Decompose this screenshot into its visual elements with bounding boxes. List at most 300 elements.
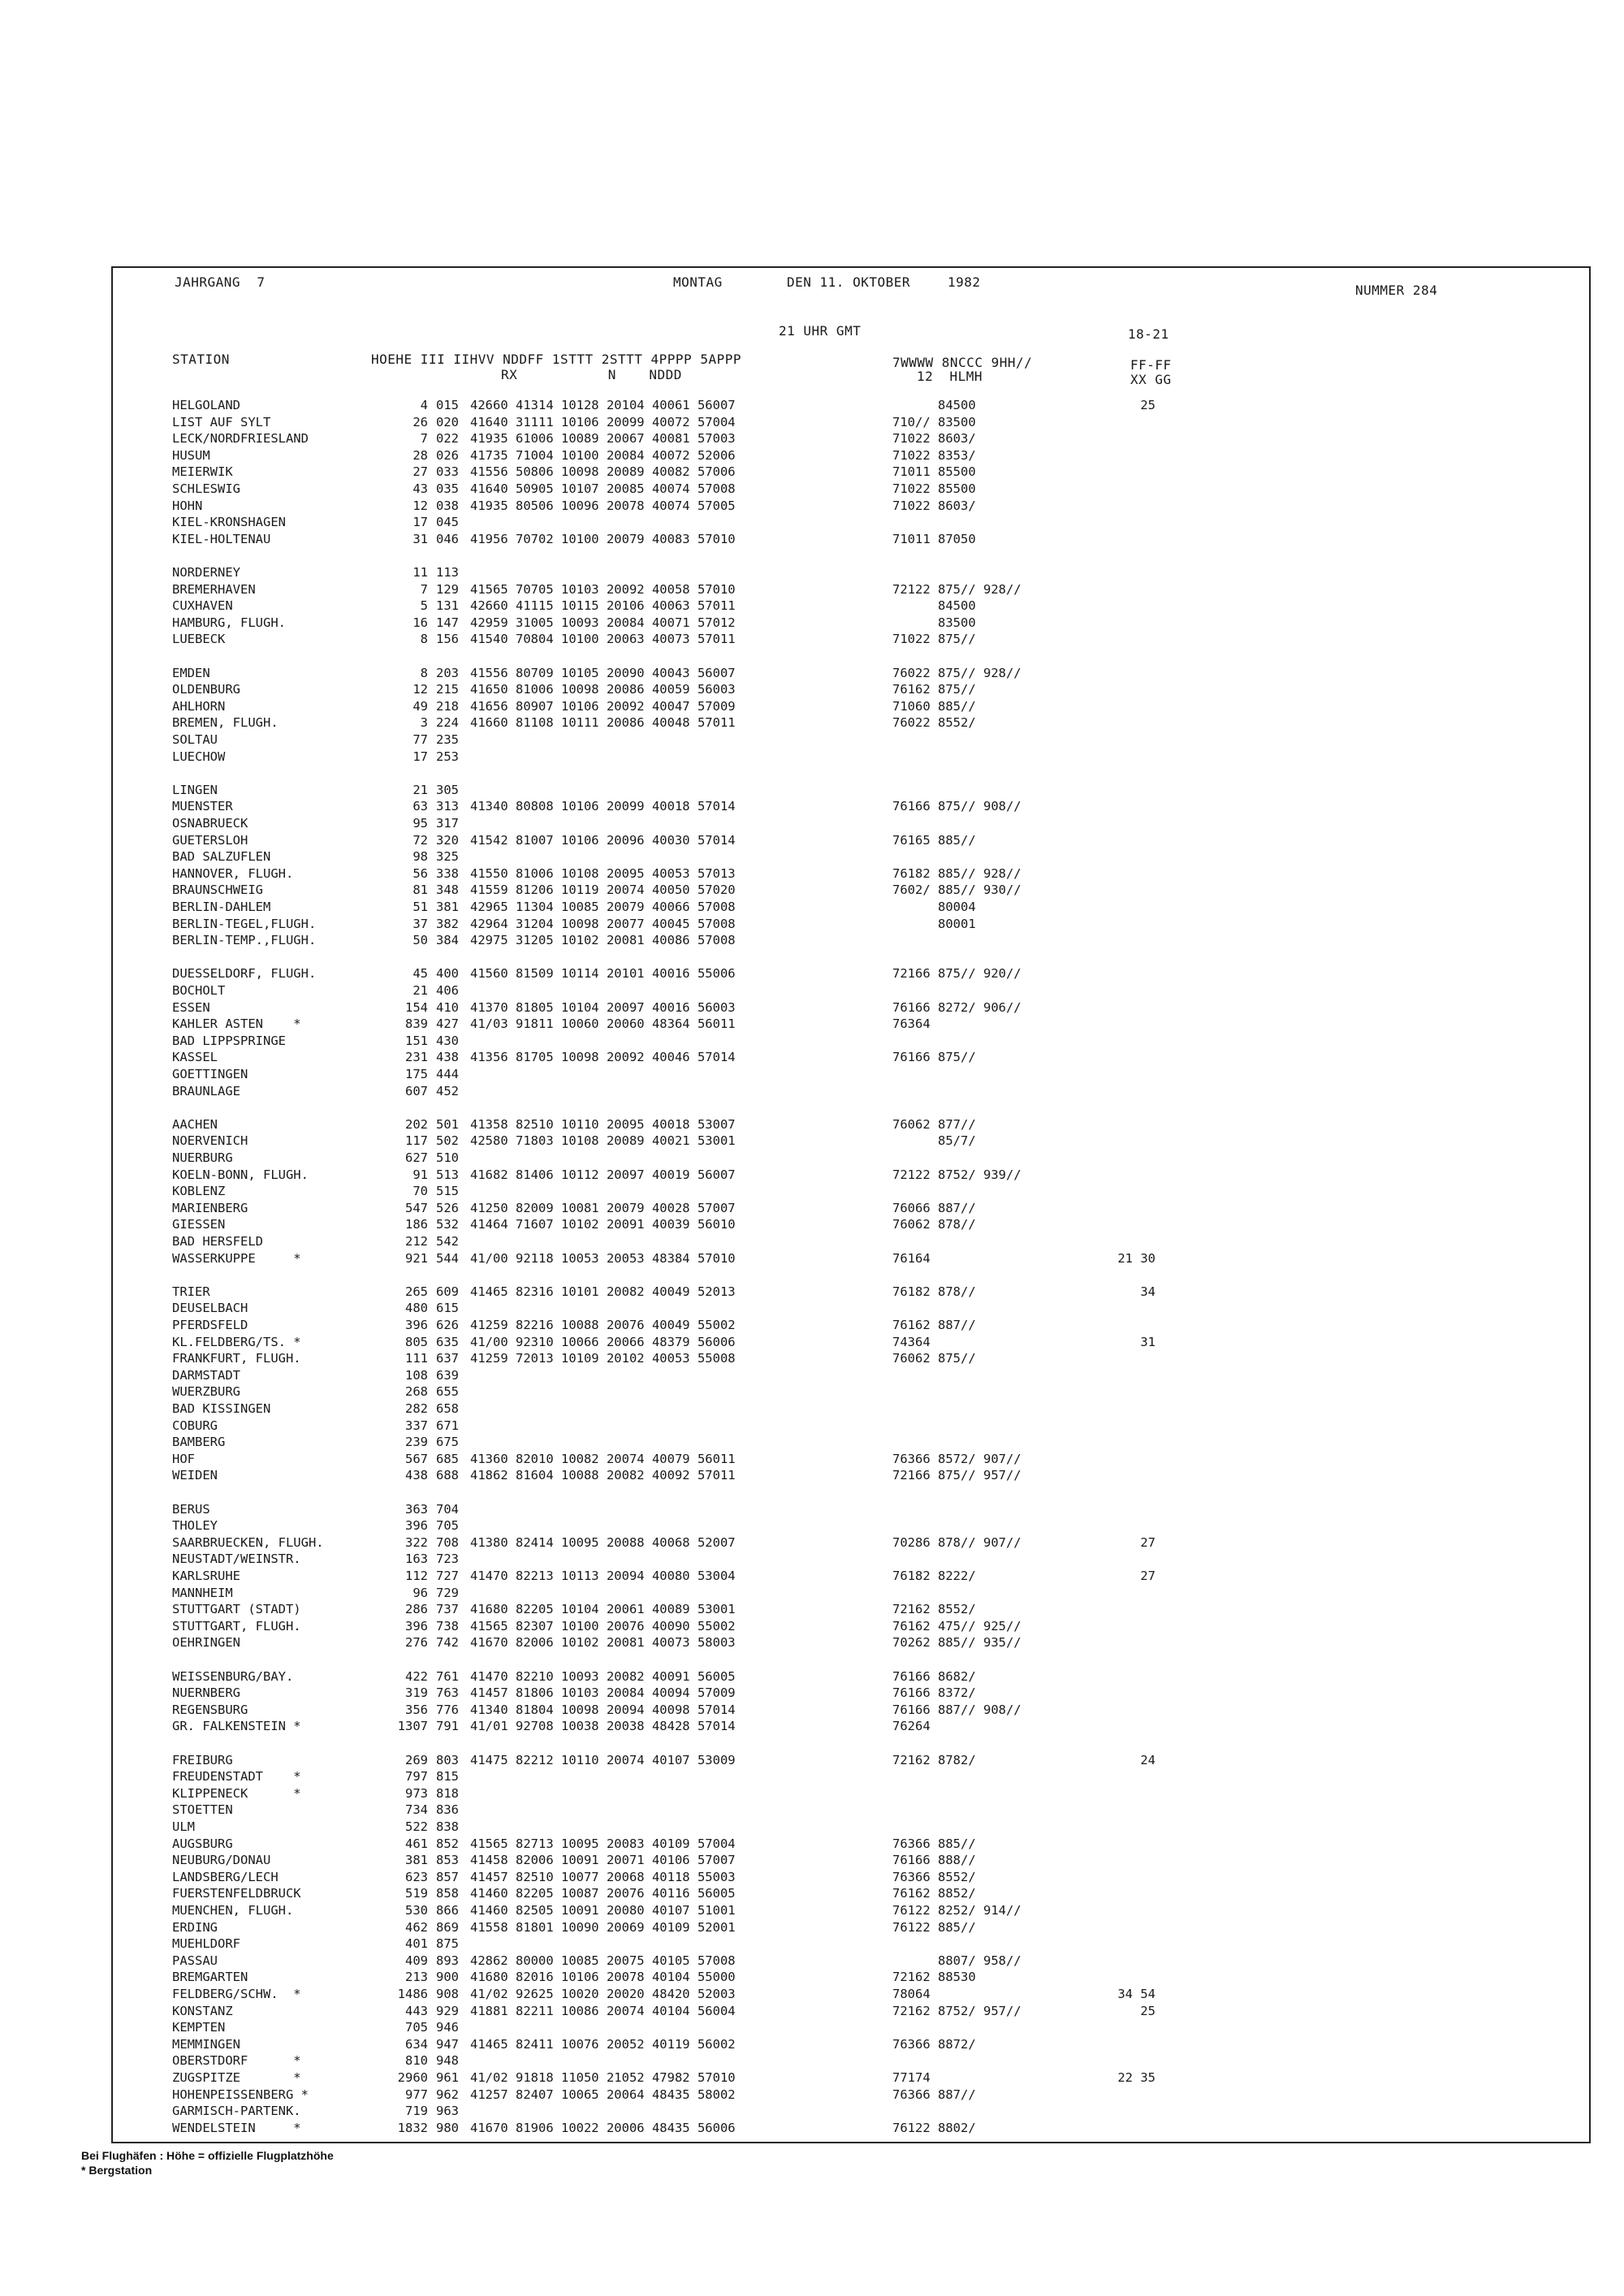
station-index: 705 [436, 1518, 459, 1534]
weather-groups: 72122 875// 928// [892, 581, 1021, 597]
weather-groups: 76182 878// [892, 1284, 976, 1299]
weather-groups: 76122 8252/ 914// [892, 1903, 1021, 1918]
weather-groups: 76166 8682/ [892, 1668, 976, 1684]
station-name: NEUBURG/DONAU [172, 1853, 271, 1868]
table-row [113, 1635, 1589, 1651]
table-row [113, 1318, 1589, 1334]
station-name: WEIDEN [172, 1468, 218, 1483]
station-index: 704 [436, 1501, 459, 1517]
station-height: 269 [405, 1752, 428, 1767]
issue-number: NUMMER 284 [1355, 283, 1438, 298]
station-index: 430 [436, 1033, 459, 1048]
station-height: 623 [405, 1869, 428, 1884]
observation-groups: 42862 80000 10085 20075 40105 57008 [470, 1953, 736, 1968]
station-index: 838 [436, 1819, 459, 1834]
station-name: REGENSBURG [172, 1702, 248, 1717]
station-height: 21 [412, 782, 428, 797]
observation-groups: 41380 82414 10095 20088 40068 52007 [470, 1534, 736, 1550]
station-name: SCHLESWIG [172, 481, 240, 496]
table-row [113, 1133, 1589, 1150]
station-index: 381 [436, 900, 459, 914]
table-row [113, 715, 1589, 732]
station-height: 7 [420, 431, 428, 447]
station-index: 203 [436, 665, 459, 680]
wind-gust: 24 [1140, 1752, 1155, 1767]
weather-groups: 710// 83500 [892, 414, 976, 429]
weather-groups: 76366 8572/ 907// [892, 1451, 1021, 1466]
station-height: 627 [405, 1150, 428, 1165]
weather-groups: 76366 887// [892, 2087, 976, 2102]
station-index: 532 [436, 1217, 459, 1232]
station-index: 406 [436, 983, 459, 998]
table-row [113, 1401, 1589, 1418]
station-index: 235 [436, 732, 459, 747]
table-row [113, 1117, 1589, 1133]
table-row [113, 1987, 1589, 2003]
station-name: GIESSEN [172, 1217, 226, 1232]
station-height: 282 [405, 1401, 428, 1416]
station-name: GR. FALKENSTEIN * [172, 1719, 301, 1734]
table-row [113, 849, 1589, 865]
station-name: GOETTINGEN [172, 1067, 248, 1081]
table-row [113, 2070, 1589, 2087]
table-row [113, 415, 1589, 431]
station-name: SOLTAU [172, 732, 218, 747]
observation-groups: 41475 82212 10110 20074 40107 53009 [470, 1752, 736, 1767]
station-height: 96 [412, 1585, 428, 1600]
station-index: 866 [436, 1903, 459, 1918]
station-height: 27 [412, 464, 428, 480]
table-row [113, 1586, 1589, 1602]
station-height: 422 [405, 1668, 428, 1684]
observation-groups: 41370 81805 10104 20097 40016 56003 [470, 999, 736, 1015]
table-row [113, 1753, 1589, 1769]
table-row [113, 1167, 1589, 1184]
station-name: MUENCHEN, FLUGH. [172, 1903, 294, 1918]
station-name: GUETERSLOH [172, 832, 248, 848]
station-name: OSNABRUECK [172, 816, 248, 831]
observation-groups: 41465 82411 10076 20052 40119 56002 [470, 2036, 736, 2052]
weather-groups: 76062 877// [892, 1116, 976, 1132]
station-height: 443 [405, 2003, 428, 2018]
station-index: 218 [436, 698, 459, 714]
observation-groups: 41259 72013 10109 20102 40053 55008 [470, 1351, 736, 1366]
station-name: BOCHOLT [172, 983, 226, 998]
weather-groups: 71022 8603/ [892, 431, 976, 447]
table-row [113, 1234, 1589, 1250]
wind-gust: 25 [1140, 398, 1155, 412]
station-name: AUGSBURG [172, 1836, 233, 1851]
station-name: AHLHORN [172, 698, 226, 714]
station-height: 50 [412, 933, 428, 948]
station-height: 17 [412, 749, 428, 764]
table-row [113, 1569, 1589, 1585]
station-name: ERDING [172, 1919, 218, 1935]
station-index: 869 [436, 1919, 459, 1935]
observation-groups: 41682 81406 10112 20097 40019 56007 [470, 1167, 736, 1182]
weather-groups: 70262 885// 935// [892, 1635, 1021, 1651]
table-row [113, 1853, 1589, 1869]
station-index: 038 [436, 498, 459, 513]
station-name: NUERNBERG [172, 1685, 240, 1701]
station-index: 113 [436, 565, 459, 580]
table-row [113, 1084, 1589, 1100]
column-header-station: STATION [172, 352, 230, 367]
station-index: 033 [436, 464, 459, 480]
weather-groups: 70286 878// 907// [892, 1534, 1021, 1550]
station-index: 685 [436, 1451, 459, 1466]
observation-groups: 41470 82210 10093 20082 40091 56005 [470, 1668, 736, 1684]
station-index: 776 [436, 1702, 459, 1717]
station-index: 131 [436, 598, 459, 614]
table-row [113, 2121, 1589, 2137]
station-height: 634 [405, 2036, 428, 2052]
station-index: 763 [436, 1685, 459, 1701]
station-name: CUXHAVEN [172, 598, 233, 614]
station-height: 5 [420, 598, 428, 614]
weather-groups: 76182 8222/ [892, 1569, 976, 1583]
observation-groups: 41565 82713 10095 20083 40109 57004 [470, 1836, 736, 1851]
observation-groups: 41250 82009 10081 20079 40028 57007 [470, 1200, 736, 1215]
weather-groups: 72162 88530 [892, 1970, 976, 1985]
table-row [113, 632, 1589, 648]
station-name: FREIBURG [172, 1752, 233, 1767]
station-name: BREMGARTEN [172, 1970, 248, 1985]
column-header-values: HOEHE III IIHVV NDDFF 1STTT 2STTT 4PPPP 5APPP [371, 352, 741, 367]
table-row [113, 532, 1589, 548]
weather-groups: 80001 [892, 916, 976, 931]
wind-gust: 25 [1140, 2003, 1155, 2018]
table-row [113, 1669, 1589, 1685]
table-row [113, 1418, 1589, 1435]
station-index: 639 [436, 1367, 459, 1383]
station-height: 322 [405, 1534, 428, 1550]
station-name: BERLIN-TEMP.,FLUGH. [172, 933, 317, 948]
station-index: 348 [436, 883, 459, 898]
station-index: 948 [436, 2053, 459, 2069]
table-row [113, 398, 1589, 414]
station-index: 655 [436, 1384, 459, 1400]
station-height: 45 [412, 966, 428, 982]
station-index: 688 [436, 1468, 459, 1483]
station-name: NOERVENICH [172, 1133, 248, 1149]
table-row [113, 933, 1589, 949]
station-index: 382 [436, 916, 459, 931]
observation-groups: 41464 71607 10102 20091 40039 56010 [470, 1217, 736, 1232]
observation-groups: 41360 82010 10082 20074 40079 56011 [470, 1451, 736, 1466]
station-name: BRAUNSCHWEIG [172, 883, 263, 898]
station-index: 708 [436, 1534, 459, 1550]
station-name: LUEBECK [172, 632, 226, 647]
station-name: KEMPTEN [172, 2020, 226, 2035]
weather-groups: 72162 8752/ 957// [892, 2003, 1021, 2018]
table-row [113, 464, 1589, 481]
station-height: 98 [412, 849, 428, 865]
station-index: 818 [436, 1785, 459, 1801]
station-name: HUSUM [172, 447, 210, 463]
table-row [113, 699, 1589, 715]
station-height: 462 [405, 1919, 428, 1935]
weather-groups: 76166 875// [892, 1050, 976, 1065]
station-height: 2960 [397, 2070, 428, 2085]
observation-groups: 41259 82216 10088 20076 40049 55002 [470, 1318, 736, 1332]
table-row [113, 1953, 1589, 1970]
station-index: 026 [436, 447, 459, 463]
station-height: 239 [405, 1435, 428, 1450]
station-name: OLDENBURG [172, 682, 240, 697]
observation-groups: 41558 81801 10090 20069 40109 52001 [470, 1919, 736, 1935]
observation-groups: 41560 81509 10114 20101 40016 55006 [470, 966, 736, 982]
observation-groups: 41680 82205 10104 20061 40089 53001 [470, 1602, 736, 1617]
station-height: 276 [405, 1635, 428, 1651]
station-index: 129 [436, 581, 459, 597]
weather-groups: 71022 8603/ [892, 498, 976, 513]
observation-groups: 41735 71004 10100 20084 40072 52006 [470, 447, 736, 463]
observation-groups: 41457 82510 10077 20068 40118 55003 [470, 1869, 736, 1884]
table-row [113, 598, 1589, 615]
station-name: LANDSBERG/LECH [172, 1869, 279, 1884]
weather-groups: 76166 8372/ [892, 1685, 976, 1701]
weather-groups: 7602/ 885// 930// [892, 883, 1021, 898]
station-height: 21 [412, 983, 428, 998]
table-row [113, 1284, 1589, 1301]
station-name: LINGEN [172, 782, 218, 797]
observation-groups: 41358 82510 10110 20095 40018 53007 [470, 1116, 736, 1132]
table-row [113, 1301, 1589, 1317]
observation-groups: 41559 81206 10119 20074 40050 57020 [470, 883, 736, 898]
station-name: EMDEN [172, 665, 210, 680]
station-height: 1832 [397, 2120, 428, 2135]
weather-groups: 84500 [892, 598, 976, 614]
station-index: 908 [436, 1987, 459, 2001]
station-height: 17 [412, 515, 428, 530]
observation-groups: 42965 11304 10085 20079 40066 57008 [470, 900, 736, 914]
station-index: 400 [436, 966, 459, 982]
table-row [113, 1368, 1589, 1384]
station-index: 513 [436, 1167, 459, 1182]
station-index: 836 [436, 1802, 459, 1818]
station-name: KOBLENZ [172, 1184, 226, 1199]
weather-groups: 76164 [892, 1250, 931, 1266]
station-height: 1307 [397, 1719, 428, 1734]
observation-groups: 41670 82006 10102 20081 40073 58003 [470, 1635, 736, 1651]
station-height: 973 [405, 1785, 428, 1801]
station-index: 035 [436, 481, 459, 496]
station-index: 637 [436, 1351, 459, 1366]
station-index: 444 [436, 1067, 459, 1081]
observation-groups: 41257 82407 10065 20064 48435 58002 [470, 2087, 736, 2102]
station-index: 635 [436, 1334, 459, 1349]
table-row [113, 883, 1589, 899]
table-row [113, 1000, 1589, 1016]
station-name: FREUDENSTADT * [172, 1769, 301, 1785]
station-name: FRANKFURT, FLUGH. [172, 1351, 301, 1366]
observation-groups: 41/03 91811 10060 20060 48364 56011 [470, 1016, 736, 1032]
table-row [113, 2004, 1589, 2020]
station-name: KIEL-KRONSHAGEN [172, 515, 286, 530]
column-header-ff-sub: XX GG [1130, 372, 1172, 387]
station-name: ESSEN [172, 999, 210, 1015]
wind-gust: 21 30 [1117, 1250, 1155, 1266]
weather-groups: 76122 885// [892, 1919, 976, 1935]
observation-groups: 41/01 92708 10038 20038 48428 57014 [470, 1719, 736, 1734]
weather-groups: 84500 [892, 398, 976, 412]
table-row [113, 732, 1589, 749]
table-row [113, 1150, 1589, 1167]
station-index: 738 [436, 1618, 459, 1634]
station-height: 607 [405, 1083, 428, 1098]
station-index: 253 [436, 749, 459, 764]
table-row [113, 1502, 1589, 1518]
footnote-airports: Bei Flughäfen : Höhe = offizielle Flugplatzhöhe [81, 2149, 334, 2162]
station-index: 893 [436, 1953, 459, 1968]
table-row [113, 1786, 1589, 1802]
observation-groups: 41556 50806 10098 20089 40082 57006 [470, 464, 736, 480]
station-height: 797 [405, 1769, 428, 1785]
observation-groups: 41565 70705 10103 20092 40058 57010 [470, 581, 736, 597]
station-name: TRIER [172, 1284, 210, 1299]
station-index: 853 [436, 1853, 459, 1868]
observation-groups: 41340 80808 10106 20099 40018 57014 [470, 799, 736, 814]
station-name: BAD LIPPSPRINGE [172, 1033, 286, 1048]
weather-groups: 76182 885// 928// [892, 865, 1021, 881]
observation-groups: 41881 82211 10086 20074 40104 56004 [470, 2003, 736, 2018]
weather-groups: 71022 875// [892, 632, 976, 647]
wind-gust: 34 [1140, 1284, 1155, 1299]
station-index: 542 [436, 1234, 459, 1249]
observation-time: 21 UHR GMT [779, 323, 862, 339]
weather-groups: 76366 885// [892, 1836, 976, 1851]
station-name: OBERSTDORF * [172, 2053, 301, 2069]
observation-groups: 41956 70702 10100 20079 40083 57010 [470, 531, 736, 546]
station-index: 947 [436, 2036, 459, 2052]
station-index: 305 [436, 782, 459, 797]
table-row [113, 1251, 1589, 1267]
station-index: 803 [436, 1752, 459, 1767]
table-row [113, 565, 1589, 581]
station-index: 761 [436, 1668, 459, 1684]
station-index: 737 [436, 1602, 459, 1617]
time-range: 18-21 [1128, 326, 1169, 342]
table-row [113, 1351, 1589, 1367]
table-row [113, 1050, 1589, 1066]
observation-groups: 41680 82016 10106 20078 40104 55000 [470, 1970, 736, 1985]
station-name: HAMBURG, FLUGH. [172, 615, 286, 630]
station-name: BERLIN-DAHLEM [172, 900, 271, 914]
station-name: NEUSTADT/WEINSTR. [172, 1552, 301, 1567]
station-height: 112 [405, 1569, 428, 1583]
table-row [113, 1184, 1589, 1200]
station-height: 734 [405, 1802, 428, 1818]
table-row [113, 1452, 1589, 1468]
station-name: KARLSRUHE [172, 1569, 240, 1583]
weather-groups: 76366 8552/ [892, 1869, 976, 1884]
station-height: 56 [412, 865, 428, 881]
station-name: HELGOLAND [172, 398, 240, 412]
weather-groups: 76162 8852/ [892, 1886, 976, 1901]
observation-groups: 41640 31111 10106 20099 40072 57004 [470, 414, 736, 429]
column-header-groups: 7WWWW 8NCCC 9HH// [892, 355, 1033, 370]
station-index: 224 [436, 715, 459, 731]
station-index: 156 [436, 632, 459, 647]
wind-gust: 27 [1140, 1569, 1155, 1583]
table-row [113, 1067, 1589, 1083]
table-row [113, 966, 1589, 982]
station-height: 51 [412, 900, 428, 914]
station-height: 810 [405, 2053, 428, 2069]
station-height: 72 [412, 832, 428, 848]
observation-groups: 41540 70804 10100 20063 40073 57011 [470, 632, 736, 647]
table-row [113, 481, 1589, 498]
weather-groups: 76062 875// [892, 1351, 976, 1366]
station-name: DARMSTADT [172, 1367, 240, 1383]
table-row [113, 1335, 1589, 1351]
weather-groups: 71011 87050 [892, 531, 976, 546]
observation-groups: 41340 81804 10098 20094 40098 57014 [470, 1702, 736, 1717]
station-height: 154 [405, 999, 428, 1015]
station-height: 8 [420, 632, 428, 647]
table-row [113, 1518, 1589, 1534]
wind-gust: 22 35 [1117, 2070, 1155, 2085]
observation-groups: 41565 82307 10100 20076 40090 55002 [470, 1618, 736, 1634]
table-row [113, 1619, 1589, 1635]
station-name: BRAUNLAGE [172, 1083, 240, 1098]
table-row [113, 1535, 1589, 1552]
station-index: 313 [436, 799, 459, 814]
station-index: 615 [436, 1301, 459, 1316]
station-name: AACHEN [172, 1116, 218, 1132]
station-name: ZUGSPITZE * [172, 2070, 301, 2085]
station-name: PASSAU [172, 1953, 218, 1968]
station-index: 325 [436, 849, 459, 865]
station-height: 337 [405, 1418, 428, 1433]
station-name: WENDELSTEIN * [172, 2120, 301, 2135]
station-index: 980 [436, 2120, 459, 2135]
station-index: 658 [436, 1401, 459, 1416]
wind-gust: 34 54 [1117, 1987, 1155, 2001]
station-index: 501 [436, 1116, 459, 1132]
table-row [113, 1936, 1589, 1953]
station-name: KIEL-HOLTENAU [172, 531, 271, 546]
observation-groups: 41/02 92625 10020 20020 48420 52003 [470, 1987, 736, 2001]
station-height: 409 [405, 1953, 428, 1968]
station-height: 8 [420, 665, 428, 680]
station-name: BERUS [172, 1501, 210, 1517]
weather-groups: 72166 875// 920// [892, 966, 1021, 982]
weather-groups: 76022 8552/ [892, 715, 976, 731]
column-header-ff: FF-FF [1130, 357, 1172, 373]
station-height: 4 [420, 398, 428, 412]
station-name: BAMBERG [172, 1435, 226, 1450]
station-index: 320 [436, 832, 459, 848]
table-row [113, 749, 1589, 766]
station-name: ULM [172, 1819, 195, 1834]
station-name: BREMEN, FLUGH. [172, 715, 279, 731]
weather-groups: 72162 8552/ [892, 1602, 976, 1617]
weather-groups: 76022 875// 928// [892, 665, 1021, 680]
weather-groups: 76364 [892, 1016, 931, 1032]
station-height: 522 [405, 1819, 428, 1834]
station-name: MEMMINGEN [172, 2036, 240, 2052]
column-header-groups-sub: 12 HLMH [917, 369, 983, 384]
station-index: 515 [436, 1184, 459, 1199]
observation-groups: 41458 82006 10091 20071 40106 57007 [470, 1853, 736, 1868]
table-row [113, 917, 1589, 933]
observation-groups: 42959 31005 10093 20084 40071 57012 [470, 615, 736, 630]
observation-groups: 41470 82213 10113 20094 40080 53004 [470, 1569, 736, 1583]
observation-groups: 41556 80709 10105 20090 40043 56007 [470, 665, 736, 680]
table-row [113, 1034, 1589, 1050]
